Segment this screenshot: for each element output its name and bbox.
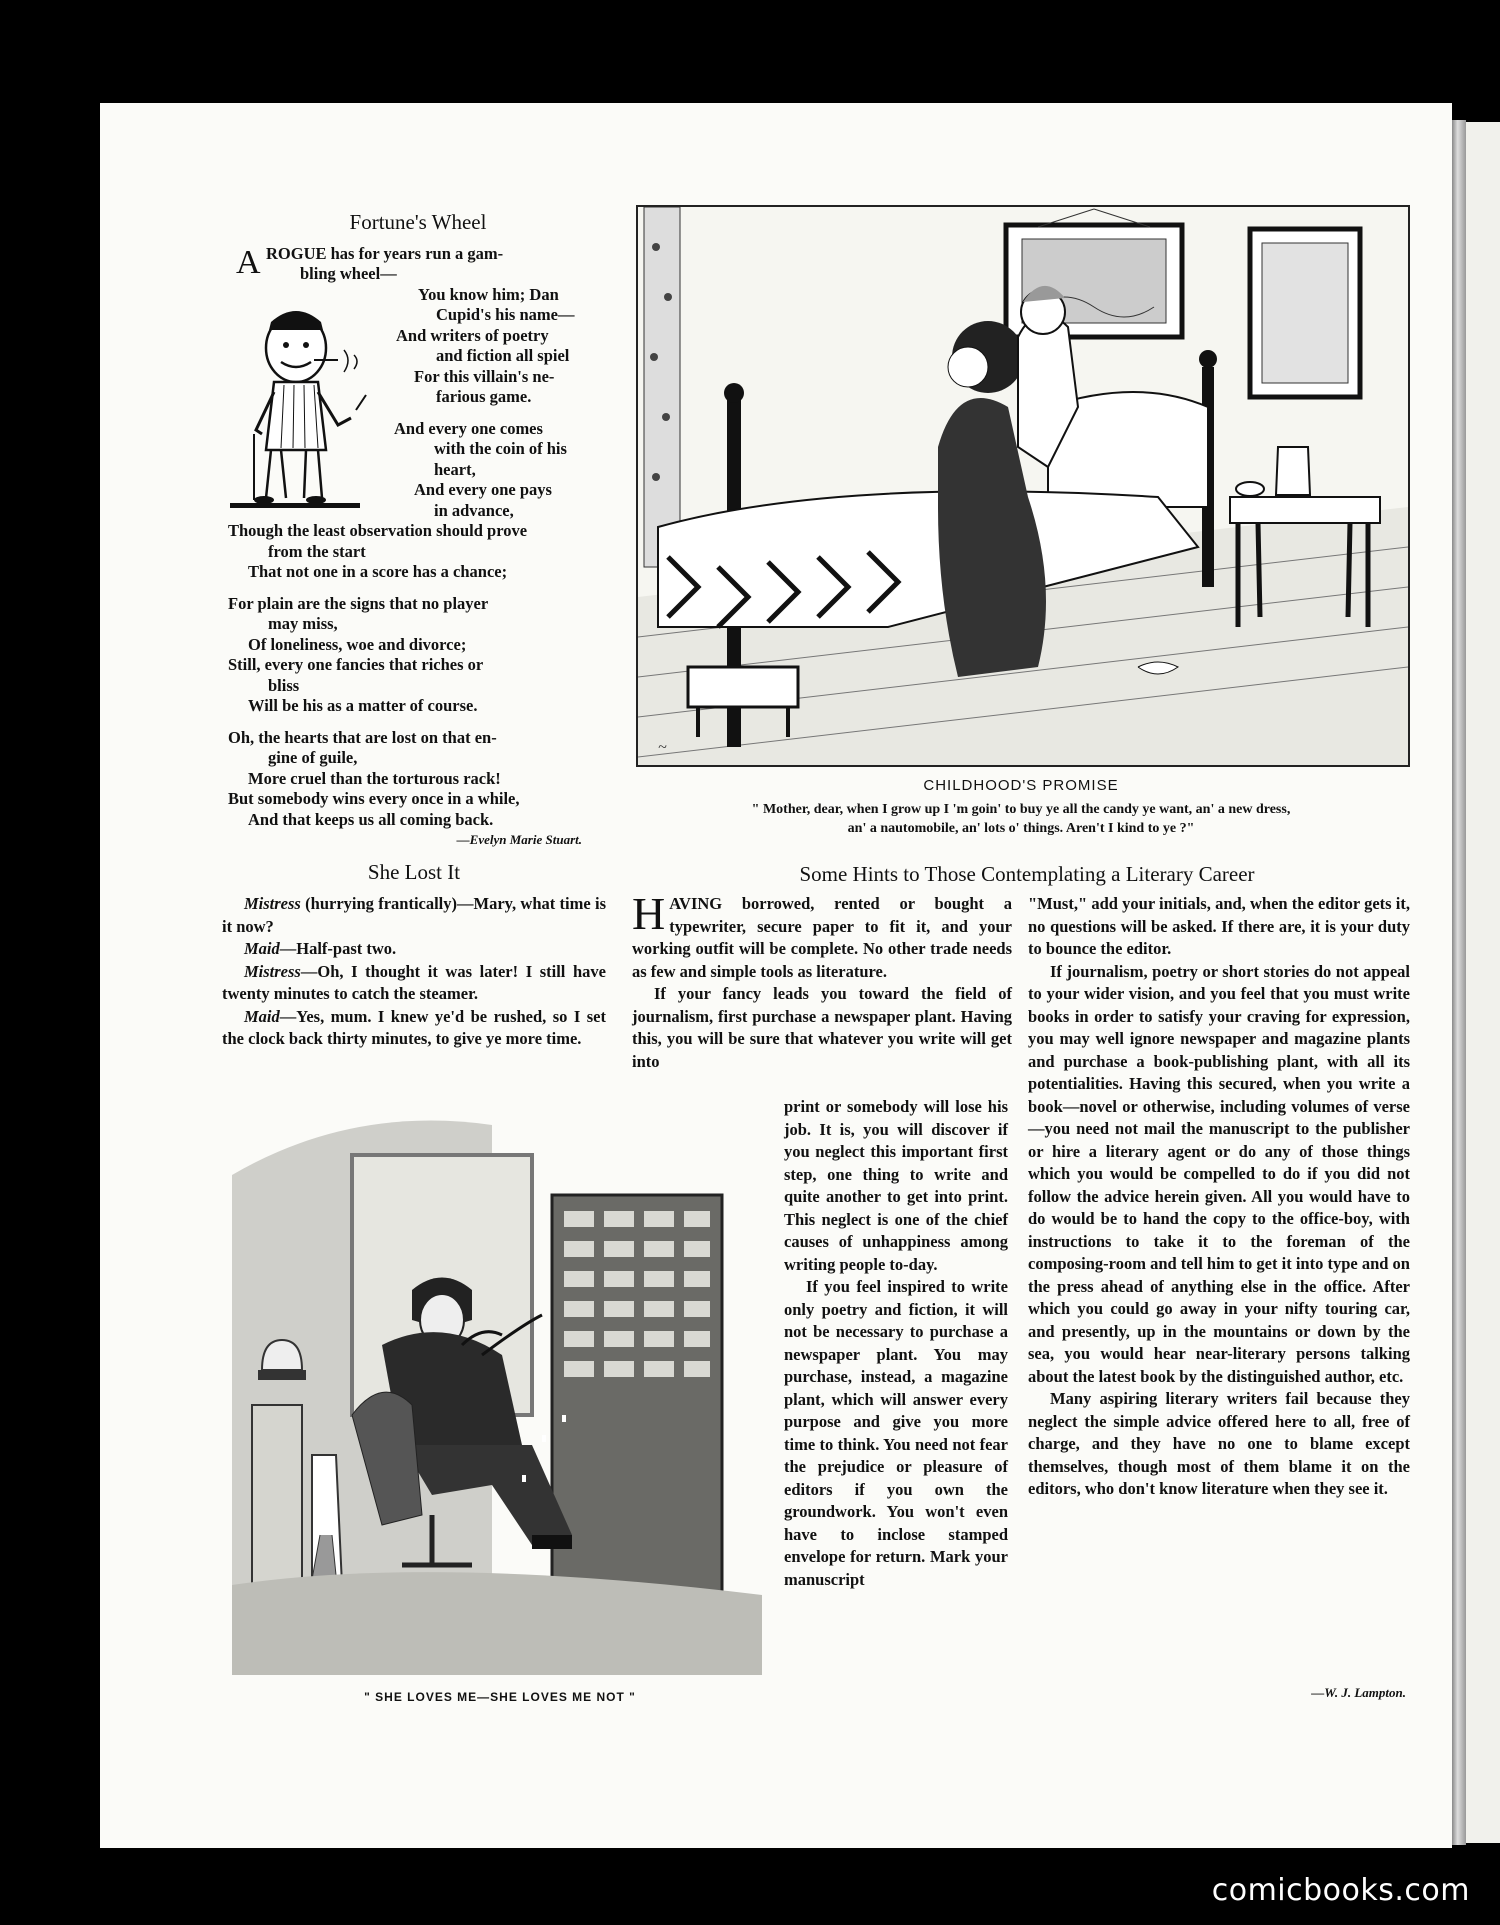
dialogue-line [222, 1006, 606, 1051]
lost-title: She Lost It [367, 860, 461, 884]
poem-line: farious game. [436, 387, 532, 406]
fortune-poem [228, 244, 618, 830]
hints-paragraph: "Must," add your initials, and, when the editor gets it, no questions will be asked. If there are, it is your duty to bounce the editor. [1028, 894, 1410, 958]
poem-line: may miss, [268, 614, 338, 633]
loves-caption: " SHE LOVES ME—SHE LOVES ME NOT " [364, 1690, 636, 1704]
poem-line: But somebody wins every once in a while, [228, 789, 520, 808]
hints-paragraph: Many aspiring literary writers fail because they neglect the simple advice offered here to all, free of charge, and they have no one to blame except themselves, though most of them blame it on the editors, who don't know literature when they see it. [1028, 1389, 1410, 1498]
dialogue-line [222, 893, 606, 938]
hints-byline: —W. J. Lampton. [1311, 1685, 1406, 1700]
poem-line: bliss [268, 675, 300, 695]
speaker: Maid [244, 939, 280, 958]
poem-line: heart, [434, 459, 476, 479]
fortune-dropcap: A [236, 244, 261, 281]
poem-line: More cruel than the torturous rack! [248, 768, 501, 788]
hints-column-1-bottom [784, 1096, 1008, 1591]
poem-line: And every one comes [394, 418, 543, 438]
hints-column-2 [1028, 893, 1410, 1501]
poem-line: from the start [268, 541, 366, 561]
hints-paragraph [632, 888, 1012, 983]
poem-line: Though the least observation should prove [228, 521, 528, 540]
fortune-byline: —Evelyn Marie Stuart. [456, 832, 582, 847]
office-drawing [232, 1115, 762, 1675]
poem-line: in advance, [434, 500, 514, 520]
hints-paragraph: If you feel inspired to write only poetry and fiction, it will not be necessary to purchase a newspaper plant. You may purchase, instead, a magazine plant, which will answer every purpose and give you more time to think. You need not fear the prejudice or pleasure of editors if you own the groundwork. You won't even have to inclose stamped envelope for return. Mark your manuscript [784, 1277, 1008, 1589]
speaker: Maid [244, 1006, 280, 1026]
fortune-title: Fortune's Wheel [349, 210, 487, 234]
poem-line: And that keeps us all coming back. [248, 809, 494, 829]
poem-line: bling wheel— [300, 264, 397, 283]
poem-line: Cupid's his name— [436, 305, 575, 324]
dialogue-text: —Yes, mum. I knew ye'd be rushed, so I set the clock back thirty minutes, to give ye more time. [222, 1006, 606, 1048]
lost-dialogue [222, 893, 606, 1051]
poem-line: You know him; Dan [418, 284, 559, 304]
poem-line: with the coin of his [434, 439, 567, 458]
next-page-edge [1466, 122, 1500, 1843]
poem-line: And writers of poetry [396, 325, 549, 345]
site-watermark: comicbooks.com [1211, 1873, 1470, 1908]
childhood-illustration [636, 205, 1410, 767]
childhood-caption-title: CHILDHOOD'S PROMISE [923, 777, 1119, 794]
speaker: Mistress [244, 961, 301, 981]
poem-line: For this villain's ne- [414, 366, 555, 386]
speaker: Mistress [244, 894, 301, 913]
poem-line: Still, every one fancies that riches or [228, 655, 484, 674]
dialogue-text: —Oh, I thought it was later! I still have twenty minutes to catch the steamer. [222, 961, 606, 1003]
dialogue-line [222, 938, 606, 961]
bedroom-drawing [638, 207, 1408, 765]
hints-dropcap: H [632, 888, 666, 939]
dialogue-text: (hurrying frantically)—Mary, what time is it now? [222, 894, 606, 936]
poem-line: Of loneliness, woe and divorce; [248, 634, 467, 654]
hints-title: Some Hints to Those Contemplating a Literary Career [799, 862, 1255, 886]
poem-line: Will be his as a matter of course. [248, 696, 478, 715]
svg-text:~: ~ [658, 739, 667, 756]
loves-illustration [232, 1115, 762, 1675]
dialogue-line [222, 961, 606, 1006]
hints-paragraph-text: AVING borrowed, rented or bought a typewriter, secure paper to fit it, and your working outfit will be complete. No other trade needs as few and simple tools as literature. [632, 894, 1012, 981]
page-binding [1452, 120, 1466, 1845]
poem-line: That not one in a score has a chance; [248, 562, 508, 581]
poem-line: Oh, the hearts that are lost on that en- [228, 727, 497, 747]
poem-line: and fiction all spiel [436, 346, 570, 365]
poem-line: For plain are the signs that no player [228, 593, 489, 613]
hints-paragraph: print or somebody will lose his job. It is, you will discover if you neglect this important first step, one thing to write and quite another to get into print. This neglect is one of the chief causes of unhappiness among writing people to-day. [784, 1097, 1008, 1274]
poem-line: ROGUE has for years run a gam- [266, 244, 504, 263]
hints-paragraph: If your fancy leads you toward the field of journalism, first purchase a newspaper plant. Having this, you will be sure that whatever you write will get into [632, 984, 1012, 1071]
hints-paragraph: If journalism, poetry or short stories do not appeal to your wider vision, and you feel that you must write books in order to satisfy your craving for expression, you may well ignore newspaper and magazine plants and purchase a book-publishing plant, with all its potentialities. Having this secured, when you write a book—novel or otherwise, including volumes of verse—you need not mail the manuscript to the publisher or hire a literary agent or do any of those things which you would be compelled to do if you did not follow the advice herein given. All you would have to do would be to hand the copy to the office-boy, with instructions to take it to the foreman of the composing-room and tell him to get it into type and on the press ahead of anything else in the office. After which you could go away in your nifty touring car, and presently, up in the mountains or down by the sea, you would hear near-literary persons talking about the latest book by the distinguished author, etc. [1028, 961, 1410, 1386]
childhood-caption-line2: an' a nautomobile, an' lots o' things. Aren't I kind to ye ?" [847, 821, 1195, 836]
poem-line: And every one pays [414, 480, 552, 499]
childhood-caption-line1: " Mother, dear, when I grow up I 'm goin' to buy ye all the candy ye want, an' a new dress, [751, 802, 1291, 817]
dialogue-text: —Half-past two. [279, 939, 397, 958]
hints-column-1-top [632, 888, 1012, 1073]
poem-line: gine of guile, [268, 748, 358, 767]
